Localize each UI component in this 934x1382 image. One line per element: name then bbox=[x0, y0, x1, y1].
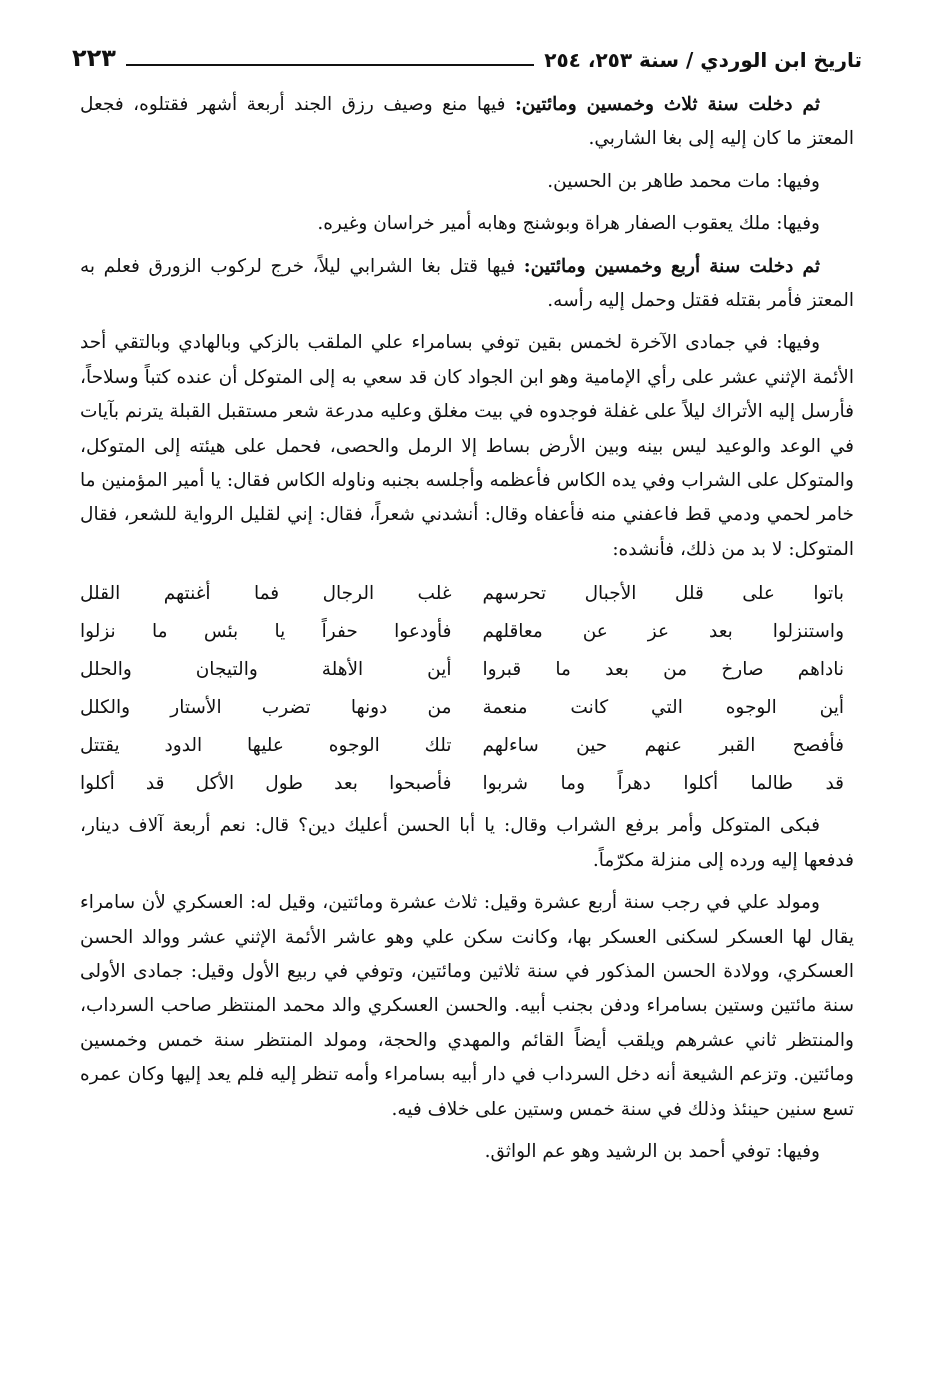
paragraph bbox=[80, 207, 854, 241]
poem-verse bbox=[80, 651, 854, 689]
poem-verse bbox=[80, 689, 854, 727]
verse-second-hemistich: فأصبحوا بعد طول الأكل قد أكلوا bbox=[80, 773, 452, 795]
verse-first-hemistich: باتوا على قلل الأجبال تحرسهم bbox=[482, 583, 844, 605]
verse-second-hemistich: فأودعوا حفراً يا بئس ما نزلوا bbox=[80, 621, 452, 643]
poem bbox=[80, 575, 854, 803]
paragraph-text: فيها منع وصيف رزق الجند أربعة أشهر فقتلوه، فجعل المعتز ما كان إليه إلى بغا الشاربي. bbox=[80, 94, 854, 150]
paragraph-text: وفيها: مات محمد طاهر بن الحسين. bbox=[547, 170, 820, 192]
verse-second-hemistich: من دونها تضرب الأستار والكلل bbox=[80, 697, 452, 719]
verse-first-hemistich: ناداهم صارخ من بعد ما قبروا bbox=[482, 659, 844, 681]
paragraph-text: ومولد علي في رجب سنة أربع عشرة وقيل: ثلاث عشرة ومائتين، وقيل له: العسكري لأن سامراء يقال لها العسكر لسكنى العسكر بها، وكانت سكن علي وهو عاشر الأئمة الإثني عشر ووالد الحسن العسكري، وولادة الحسن المذكور في سنة ثلاثين ومائتين، وتوفي في ربيع الأول وقيل: جمادى الأولى سنة مائتين وستين بسامراء ودفن بجنب أبيه. والحسن العسكري والد محمد المنتظر صاحب السرداب، والمنتظر ثاني عشرهم ويلقب أيضاً القائم والمهدي والحجة، ومولد المنتظر سنة خمس وخمسين ومائتين. وتزعم الشيعة أنه دخل السرداب في دار أبيه بسامراء وأمه تنظر إليه فلم يعد إليها وكان عمره تسع سنين حينئذ وذلك في سنة خمس وستين على خلاف فيه. bbox=[80, 892, 854, 1120]
header-rule bbox=[126, 64, 534, 66]
poem-verse bbox=[80, 727, 854, 765]
paragraph-lead: ثم دخلت سنة ثلاث وخمسين ومائتين: bbox=[514, 94, 820, 115]
paragraph-text: وفيها: توفي أحمد بن الرشيد وهو عم الواثق. bbox=[484, 1140, 820, 1162]
verse-second-hemistich: غلب الرجال فما أغنتهم القلل bbox=[80, 583, 452, 605]
paragraph bbox=[80, 809, 854, 878]
paragraph-text: وفيها: ملك يعقوب الصفار هراة وبوشنج وهابه أمير خراسان وغيره. bbox=[317, 213, 820, 235]
paragraph bbox=[80, 886, 854, 1127]
page-body bbox=[80, 88, 854, 1177]
header-title: تاريخ ابن الوردي / سنة ٢٥٣، ٢٥٤ bbox=[544, 48, 862, 72]
page-number: ٢٢٣ bbox=[72, 44, 116, 72]
paragraph bbox=[80, 165, 854, 199]
paragraph bbox=[80, 1135, 854, 1169]
verse-first-hemistich: فأفصح القبر عنهم حين ساءلهم bbox=[482, 735, 844, 757]
paragraph bbox=[80, 326, 854, 567]
verse-second-hemistich: تلك الوجوه عليها الدود يقتتل bbox=[80, 735, 452, 757]
paragraph-year-254 bbox=[80, 250, 854, 319]
verse-first-hemistich: قد طالما أكلوا دهراً وما شربوا bbox=[482, 773, 844, 795]
poem-verse bbox=[80, 613, 854, 651]
paragraph-text: فبكى المتوكل وأمر برفع الشراب وقال: يا أبا الحسن أعليك دين؟ قال: نعم أربعة آلاف دينار، فدفعها إليه ورده إلى منزلة مكرّماً. bbox=[80, 815, 854, 871]
poem-verse bbox=[80, 575, 854, 613]
paragraph-year-253 bbox=[80, 88, 854, 157]
paragraph-lead: ثم دخلت سنة أربع وخمسين ومائتين: bbox=[523, 255, 820, 277]
paragraph-text: فيها قتل بغا الشرابي ليلاً، خرج لركوب الزورق فعلم به المعتز فأمر بقتله فقتل وحمل إليه رأسه. bbox=[80, 255, 854, 312]
verse-first-hemistich: واستنزلوا بعد عز عن معاقلهم bbox=[482, 621, 844, 643]
poem-verse bbox=[80, 765, 854, 803]
running-header bbox=[72, 30, 862, 70]
paragraph-text: وفيها: في جمادى الآخرة لخمس بقين توفي بسامراء علي الملقب بالزكي وبالهادي وبالتقي أحد الأئمة الإثني عشر على رأي الإمامية وهو ابن الجواد كان قد سعي به إلى المتوكل أن عنده كتباً وسلاحاً، فأرسل إليه الأتراك ليلاً على غفلة فوجدوه في بيت مغلق وعليه مدرعة شعر مستقبل القبلة يترنم بآيات في الوعد والوعيد ليس بينه وبين الأرض بساط إلا الرمل والحصى، فحمل على هيئته إلى المتوكل، والمتوكل على الشراب وفي يده الكاس فأعظمه وأجلسه بجنبه وناوله الكاس فقال: يا أمير المؤمنين ما خامر لحمي ودمي قط فاعفني منه فأعفاه وقال: أنشدني شعراً، فقال: إني لقليل الرواية للشعر، فقال المتوكل: لا بد من ذلك، فأنشده: bbox=[80, 332, 854, 560]
verse-second-hemistich: أين الأهلة والتيجان والحلل bbox=[80, 659, 452, 681]
verse-first-hemistich: أين الوجوه التي كانت منعمة bbox=[482, 697, 844, 719]
